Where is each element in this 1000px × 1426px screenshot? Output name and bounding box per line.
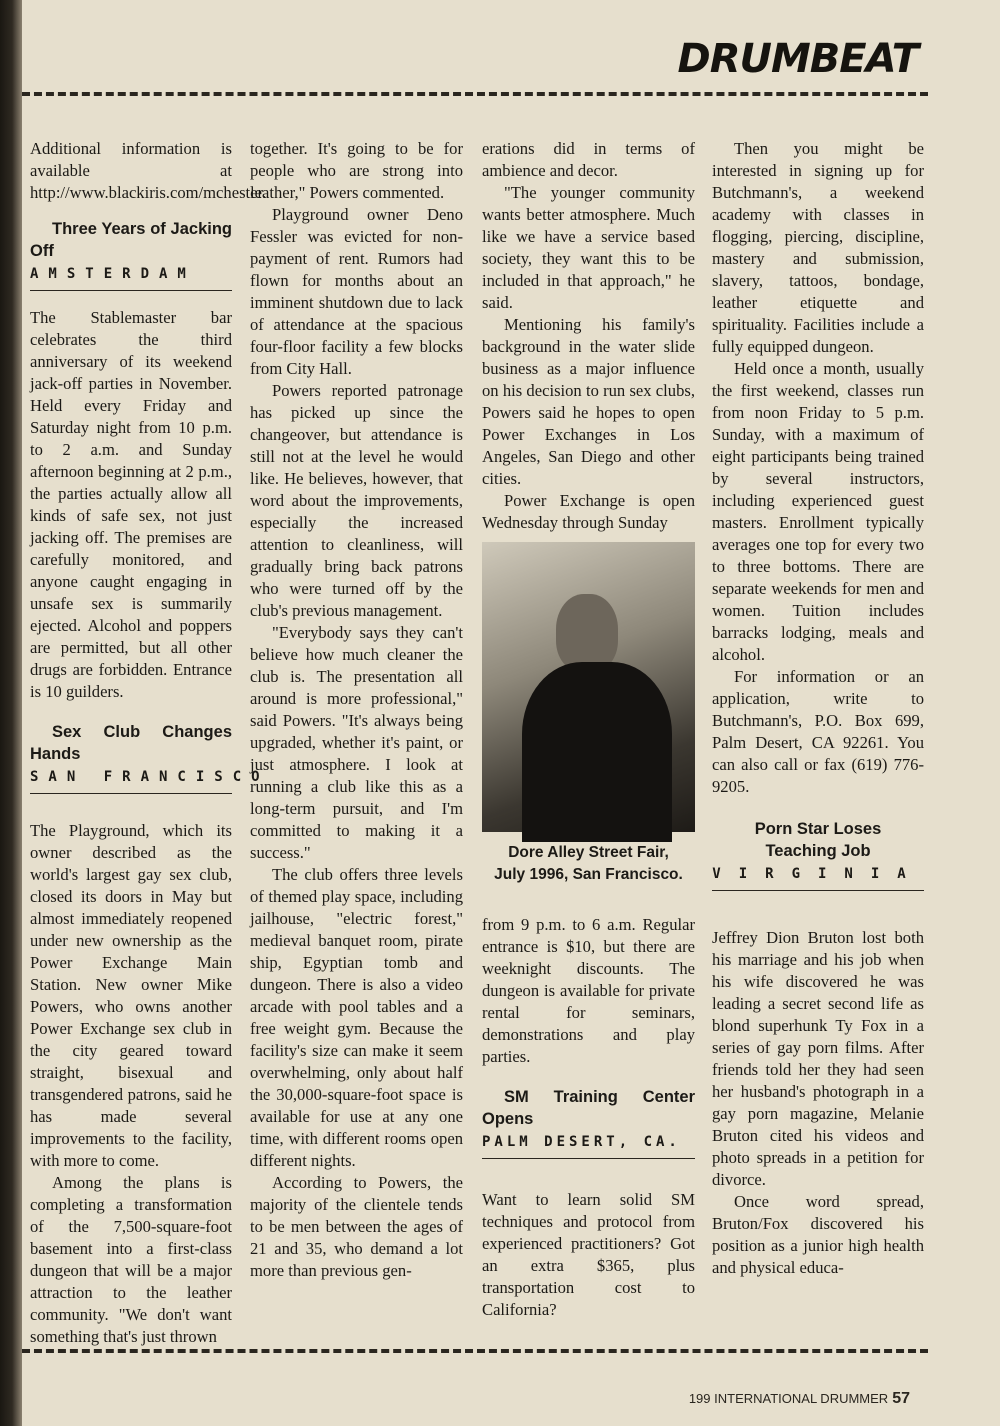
article-paragraph: Power Exchange is open Wednesday through Sunday <box>482 491 695 532</box>
article-paragraph: Held once a month, usually the first weekend, classes run from noon Friday to 5 p.m. Sunday, with a maximum of eight participants being trained by several instructors, including experienced guest masters. Enrollment typically averages one top for every two to three bottoms. There are separate weekends for men and women. Tuition includes barracks lodging, meals and alcohol. <box>712 359 924 664</box>
binding-spine-shadow <box>0 0 22 1426</box>
photo-caption-line: Dore Alley Street Fair, <box>508 844 669 861</box>
column-4 <box>712 138 924 1338</box>
headline-line: Porn Star Loses <box>754 820 882 838</box>
article-paragraph: The Playground, which its owner described as the world's largest gay sex club, closed its doors in May but almost immediately reopened under new ownership as the Power Exchange Main Station. New owner Mike Powers, who owns another Power Exchange sex club in the city geared toward straight, bisexual and transgendered patrons, said he has made several improvements to the facility, with more to come. <box>30 821 232 1170</box>
headline-porn-star <box>712 818 924 862</box>
article-paragraph: from 9 p.m. to 6 a.m. Regular entrance is $10, but there are weeknight discounts. The dungeon is available for private rental for seminars, demonstrations and play parties. <box>482 915 695 1066</box>
article-paragraph: Then you might be interested in signing up for Butchmann's, a weekend academy with classes in flogging, piercing, discipline, mastery and submission, slavery, tattoos, bondage, leather etiquette and spirituality. Facilities include a fully equipped dungeon. <box>712 139 924 356</box>
article-paragraph: Jeffrey Dion Bruton lost both his marriage and his job when his wife discovered he was leading a secret second life as blond superhunk Ty Fox in a series of gay porn films. After friends told her they had seen her husband's photograph in a gay porn magazine, Melanie Bruton cited his videos and photo spreads in a petition for divorce. <box>712 928 924 1189</box>
headline-amsterdam: Three Years of Jacking Off <box>30 220 232 260</box>
article-paragraph: "Everybody says they can't believe how much cleaner the club is. The presentation all around is more professional," said Powers. "It's always being upgraded, whether it's paint, or just atmosphere. I look at running a club like this as a long-term pursuit, and I'm committed to making it a success." <box>250 623 463 862</box>
article-paragraph: The club offers three levels of themed play space, including jailhouse, "electric forest," medieval banquet room, pirate ship, Egyptian tomb and dungeon. There is also a video arcade with pool tables and a free weight gym. Because the facility's size can make it seem overwhelming, only about half the 30,000-square-foot space is available for use at any one time, with different rooms open different nights. <box>250 865 463 1170</box>
column-2 <box>250 138 463 1338</box>
article-paragraph: "The younger community wants better atmosphere. Much like we have a service based society, they want this to be included in that approach," he said. <box>482 183 695 312</box>
article-paragraph: together. It's going to be for people who are strong into leather," Powers commented. <box>250 139 463 202</box>
article-paragraph: According to Powers, the majority of the clientele tends to be men between the ages of 21 and 35, who demand a lot more than previous gen- <box>250 1173 463 1280</box>
headline-line: Teaching Job <box>765 842 871 860</box>
article-paragraph: erations did in terms of ambience and decor. <box>482 139 695 180</box>
article-paragraph: Want to learn solid SM techniques and protocol from experienced practitioners? Got an extra $365, plus transportation cost to California? <box>482 1190 695 1319</box>
article-paragraph: Among the plans is completing a transformation of the 7,500-square-foot basement into a first-class dungeon that will be a major attraction to the leather community. "We don't want something that's just thrown <box>30 1173 232 1346</box>
article-paragraph: For information or an application, write to Butchmann's, P.O. Box 699, Palm Desert, CA 92261. You can also call or fax (619) 776-9205. <box>712 667 924 796</box>
column-3 <box>482 138 695 1338</box>
column-1 <box>30 138 270 1346</box>
article-paragraph: Mentioning his family's background in the water slide business as a major influence on his decision to run sex clubs, Powers said he hopes to open Power Exchanges in Los Angeles, San Diego and other cities. <box>482 315 695 488</box>
section-masthead: DRUMBEAT <box>677 36 918 82</box>
article-paragraph: Playground owner Deno Fessler was evicted for non-payment of rent. Rumors had flown for months about an imminent shutdown due to lack of attendance at the spacious four-floor facility a few blocks from City Hall. <box>250 205 463 378</box>
photo-figure-head <box>556 594 618 672</box>
page-footer <box>689 1390 910 1408</box>
bottom-dashed-rule <box>22 1349 928 1353</box>
dateline-amsterdam: AMSTERDAM <box>30 264 232 291</box>
article-paragraph: Once word spread, Bruton/Fox discovered his position as a junior high health and physical educa- <box>712 1192 924 1277</box>
headline-sex-club: Sex Club Changes Hands <box>30 723 232 763</box>
photo-figure-body <box>522 662 672 842</box>
street-fair-photo <box>482 542 695 832</box>
dateline-san-francisco: SAN FRANCISCO <box>30 767 232 794</box>
headline-sm-training: SM Training Center Opens <box>482 1088 695 1128</box>
photo-caption-line: July 1996, San Francisco. <box>494 866 683 883</box>
footer-magazine-name: 199 INTERNATIONAL DRUMMER <box>688 1391 889 1406</box>
article-paragraph: Powers reported patronage has picked up since the changeover, but attendance is still not at the level he would like. He believes, however, that word about the improvements, especially the increased attention to cleanliness, will gradually bring back patrons who were turned off by the club's previous management. <box>250 381 463 620</box>
photo-caption <box>482 842 695 886</box>
page-number: 57 <box>892 1390 910 1407</box>
dateline-palm-desert: PALM DESERT, CA. <box>482 1132 695 1159</box>
dateline-virginia: VIRGINIA <box>712 864 924 891</box>
article-paragraph: The Stablemaster bar celebrates the third anniversary of its weekend jack-off parties in November. Held every Friday and Saturday night from 10 p.m. to 2 a.m. and Sunday afternoon beginning at 2 p.m., the parties actually allow all kinds of safe sex, not just jacking off. The premises are carefully monitored, and anyone caught engaging in unsafe sex is summarily ejected. Alcohol and poppers are permitted, but all other drugs are forbidden. Entrance is 10 guilders. <box>30 308 232 701</box>
intro-paragraph: Additional information is available at http://www.blackiris.com/mchester. <box>30 139 267 202</box>
top-dashed-rule <box>22 92 928 96</box>
